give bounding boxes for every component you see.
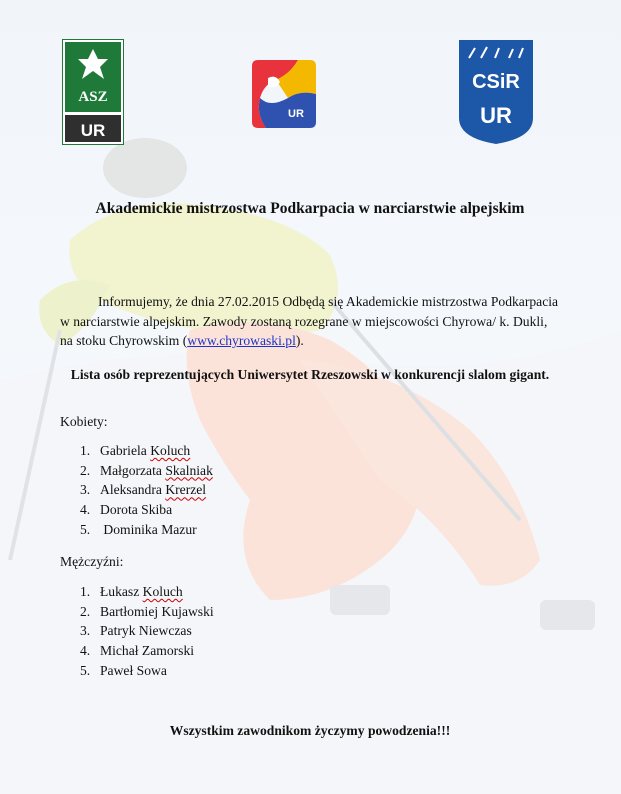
men-list [80,582,214,680]
ur-sport-logo [246,56,322,132]
list-item: 1. Gabriela Koluch [80,443,191,458]
website-link[interactable]: www.chyrowaski.pl [187,333,296,348]
csir-ur-logo [457,38,535,146]
list-item: 5. Dominika Mazur [80,521,197,537]
asz-logo-sub: UR [80,121,106,140]
list-item: 3. Aleksandra Krerzel [80,482,207,498]
list-item: 4. Michał Zamorski [80,643,195,659]
list-item: 2. Bartłomiej Kujawski [80,603,214,619]
csir-logo-text: CSiR [472,71,520,93]
csir-logo-sub: UR [480,103,512,128]
ur-logo-text: UR [288,108,304,120]
list-item: 2. Małgorzata Skalniak [80,462,213,478]
asz-ur-logo [62,39,124,145]
page-title: Akademickie mistrzostwa Podkarpacia w narciarstwie alpejskim [95,200,525,217]
list-heading: Lista osób reprezentujących Uniwersytet Rzeszowski w konkurencji slalom gigant. [70,367,550,382]
women-section-label: Kobiety: [60,414,108,429]
list-item: 1. Łukasz Koluch [80,584,183,599]
asz-logo-text: ASZ [78,89,108,105]
list-item: 4. Dorota Skiba [80,502,173,518]
men-section-label: Mężczyźni: [60,554,124,569]
intro-paragraph [60,292,560,351]
list-item: 5. Paweł Sowa [80,662,167,678]
closing-wish: Wszystkim zawodnikom życzymy powodzenia!!! [169,723,451,738]
list-item: 3. Patryk Niewczas [80,623,192,639]
intro-text: Informujemy, że dnia 27.02.2015 Odbędą się Akademickie mistrzostwa Podkarpacia w narciarstwie alpejskim. Zawody zostaną rozegrane w miejscowości Chyrowa/ k. Dukli, na stoku Chyrowskim ( [60,294,559,348]
women-list [80,441,213,539]
intro-text-end: ). [295,333,304,348]
